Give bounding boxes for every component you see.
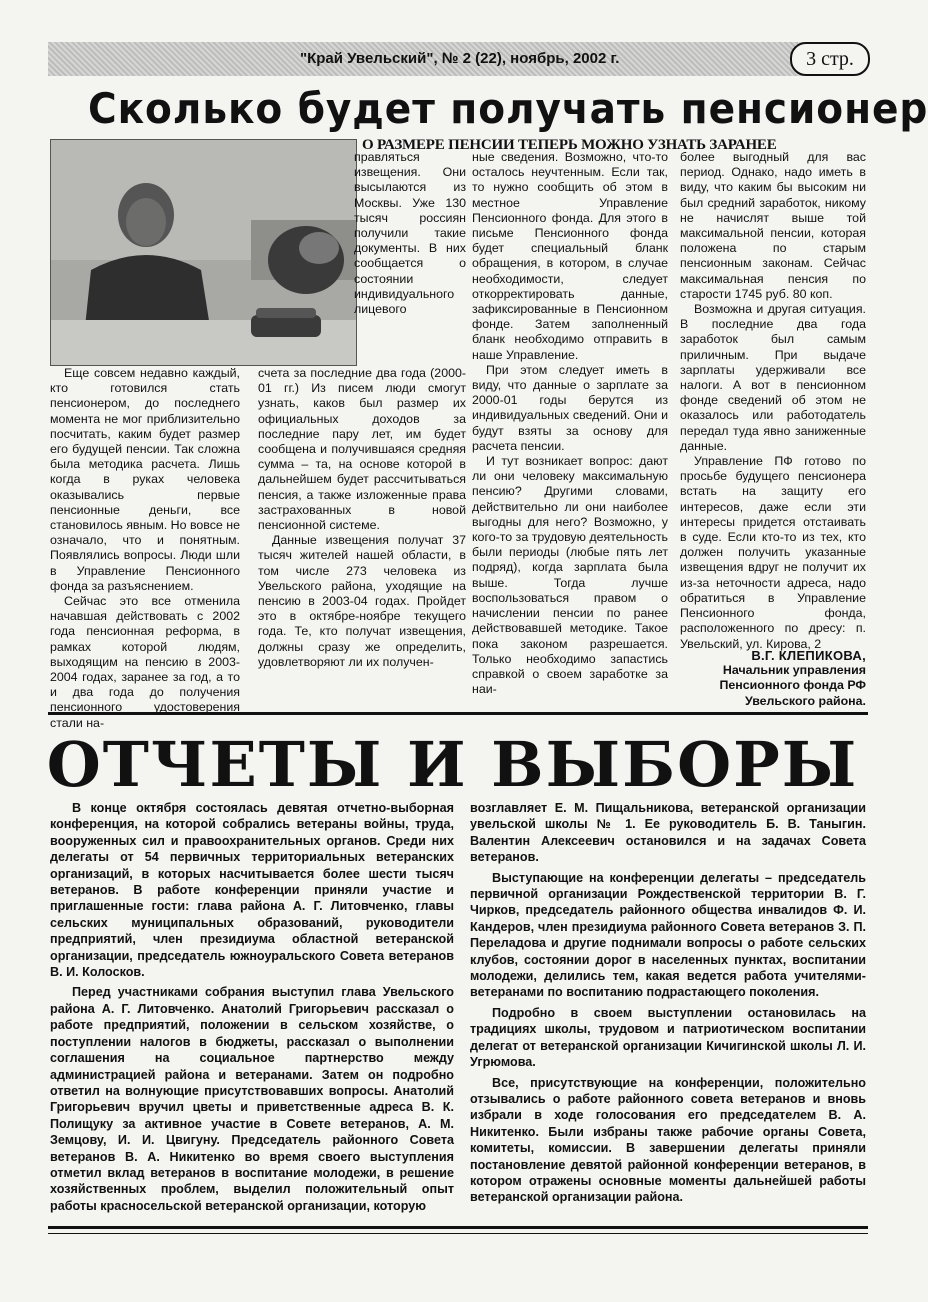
article1-column-4: [680, 150, 866, 651]
article2-paragraph: Перед участниками собрания выступил глава Увельского района А. Г. Литовченко. Анатолий Григорьевич рассказал о работе предприятий, положении в сельском хозяйстве, о поступлении налогов в бюджеты, рассказал о выполнении соглашения на социальное партнерство между администрацией района и ветеранами. Затем он подробно ответил на волнующие присутствовавших вопросы. Анатолий Григорьевич вручил цветы и приветственные адреса В. К. Полищуку за активное участие в Совете ветеранов, А. М. Земцову, И. И. Цвигуну. Председатель районного Совета ветеранов В. А. Никитенко во время своего выступления отметил вклад ветеранов в воспитание молодежи, в решение хозяйственных проблем, выделил положительный опыт работы красносельской ветеранской организации, которую: [50, 985, 454, 1213]
article1-subtitle: О РАЗМЕРЕ ПЕНСИИ ТЕПЕРЬ МОЖНО УЗНАТЬ ЗАРАНЕЕ: [362, 137, 777, 153]
signature-position: Пенсионного фонда РФ: [719, 678, 866, 693]
article1-narrow-paragraph: правляться извещения. Они высылаются из Москвы. Уже 130 тысяч россиян получили такие документы. В них сообщается о состоянии индивидуального лицевого: [354, 150, 466, 317]
article1-photo: [50, 139, 357, 366]
article1-title: Сколько будет получать пенсионер: [88, 84, 928, 133]
article1-narrow-column: [354, 150, 466, 360]
signature-position: Начальник управления: [722, 663, 866, 678]
article1-paragraph: И тут возникает вопрос: дают ли они человеку максимальную пенсию? Другими словами, действительно ли они наиболее выгодны для него? Возможно, у кого-то за трудовую деятельность были периоды (любые пять лет подряд), когда зарплата была выше. Тогда лучше воспользоваться правом о начислении пенсии по ранее действовавшей методике. Такое пока законом разрешается. Только необходимо запастись справкой о своем заработке за наи-: [472, 454, 668, 697]
article2-paragraph: возглавляет Е. М. Пищальникова, ветеранской организации увельской школы № 1. Ее руководитель Б. В. Таныгин. Валентин Алексеевич остановился и на задачах Совета ветеранов.: [470, 801, 866, 865]
signature-position: Увельского района.: [744, 693, 866, 708]
article1-paragraph: Сейчас это все отменила начавшая действовать с 2002 года пенсионная реформа, в рамках которой людям, выходящим на пенсию в 2003-2004 годах, заранее за год, а то и два года до получения пенсионного удостоверения стали на-: [50, 594, 240, 730]
section-divider: [48, 712, 868, 715]
article1-signature: [680, 648, 866, 709]
article1-paragraph: более выгодный для вас период. Однако, надо иметь в виду, что каким бы высоким ни был средний заработок, никому не начислят выше той максимальной пенсии, которая положена по старым пенсионным законам. Сейчас максимальная пенсия по старости 1745 руб. 80 коп.: [680, 150, 866, 301]
article1-column-2: [258, 366, 466, 704]
article2-left-column: [50, 800, 454, 1220]
article1-paragraph: ные сведения. Возможно, что-то осталось неучтенным. Если так, то нужно сообщить об этом в местное Управление Пенсионного фонда. Для этого в письме Пенсионного фонда будет специальный бланк обращения, в котором, в случае необходимости, следует откорректировать данные, зафиксированные в Пенсионном фонде. Затем заполненный бланк необходимо отправить в наше Управление.: [472, 150, 668, 362]
article1-column-1: [50, 366, 240, 730]
article2-paragraph: В конце октября состоялась девятая отчетно-выборная конференция, на которой собрались ветераны войны, труда, вооруженных сил и правоохранительных органов. Среди них делегаты от 54 первичных территориальных ветеранских организаций, в которых насчитывается более шести тысяч ветеранов. В работе конференции приняли участие и приглашенные гости: глава района А. Г. Литовченко, главы сельских муниципальных образований, руководители предприятий, член президиума областной ветеранской организации, председатель южноуральского Совета ветеранов В. И. Колосков.: [50, 801, 454, 980]
masthead-text: "Край Увельский", № 2 (22), ноябрь, 2002 г.: [300, 50, 620, 67]
article1-paragraph: Данные извещения получат 37 тысяч жителей нашей области, в том числе 273 человека из Увельского района, уходящие на пенсию в 2003-04 годах. Пройдет это в октябре-ноябре текущего года. Те, кто получат извещения, должны сразу же определить, удовлетворяют ли их получен-: [258, 533, 466, 669]
bottom-divider-thin: [48, 1233, 868, 1234]
article1-column-3: [472, 150, 668, 704]
article2-title: ОТЧЕТЫ И ВЫБОРЫ: [46, 728, 859, 801]
article2-paragraph: Все, присутствующие на конференции, положительно отзывались о работе районного совета ветеранов и вновь избрали в ходе голосования его председателем В. А. Никитенко. Были избраны также рабочие органы Совета, комитеты, комиссии. В завершении делегаты приняли постановление девятой районной конференции ветеранов, в котором отражены основные моменты дальнейшей работы ветеранской организации района.: [470, 1075, 866, 1205]
article2-paragraph: Выступающие на конференции делегаты – председатель первичной организации Рождественской территории В. Г. Чирков, председатель районного общества инвалидов Ф. И. Кандеров, член президиума районного Совета ветеранов З. П. Переладова и другие поднимали вопросы о работе сельских клубов, состоянии дорог в населенных пунктах, воспитании молодежи, делились тем, какая ведется работа учителями-ветеранами по воспитанию подрастающего поколения.: [470, 870, 866, 1000]
article2-paragraph: Подробно в своем выступлении остановилась на традициях школы, трудовом и патриотическом воспитании делегат от ветеранской организации Кичигинской школы Л. И. Угрюмова.: [470, 1005, 866, 1070]
article2-right-column: [470, 800, 866, 1220]
article1-paragraph: При этом следует иметь в виду, что данные о зарплате за 2000-01 годы берутся из индивидуальных сведений. Они и будут взяты за основу для расчета пенсии.: [472, 362, 668, 453]
signature-name: В.Г. КЛЕПИКОВА,: [751, 648, 866, 663]
photo-woman-at-desk-icon: [51, 140, 356, 365]
article1-paragraph: Управление ПФ готово по просьбе будущего пенсионера встать на защиту его интересов, даже если эти интересы придется отстаивать в суде. Если кто-то из тех, кто должен получить указанные извещения вдруг не получит их из-за неточности адреса, надо обратиться в Управление Пенсионного фонда, расположенного по дресу: п. Увельский, ул. Кирова, 2: [680, 454, 866, 651]
article1-paragraph: Еще совсем недавно каждый, кто готовился стать пенсионером, до последнего момента не мог приблизительно посчитать, каким будет размер его будущей пенсии. Так сложна была методика расчета. Лишь когда в руках человека оказывались первые пенсионные деньги, все становилось явным. Но вовсе не означало, что и понятным. Появлялись вопросы. Люди шли в Управление Пенсионного фонда за разъяснением.: [50, 366, 240, 593]
article1-paragraph: Возможна и другая ситуация. В последние два года заработок был самым приличным. При выдаче зарплаты удерживали все налоги. А вот в пенсионном фонде сведений об этом не оказалось или работодатель передал туда явно заниженные данные.: [680, 302, 866, 453]
bottom-divider: [48, 1226, 868, 1229]
page-number: 3 стр.: [790, 42, 870, 76]
article1-paragraph: счета за последние два года (2000-01 гг.) Из писем люди смогут узнать, каков был размер их официальных доходов за последние пару лет, им будет сообщена и получившаяся средняя сумма – та, на основе которой в дальнейшем будет рассчитываться пенсия, а также изложенные права застрахованных в новой пенсионной системе.: [258, 366, 466, 533]
